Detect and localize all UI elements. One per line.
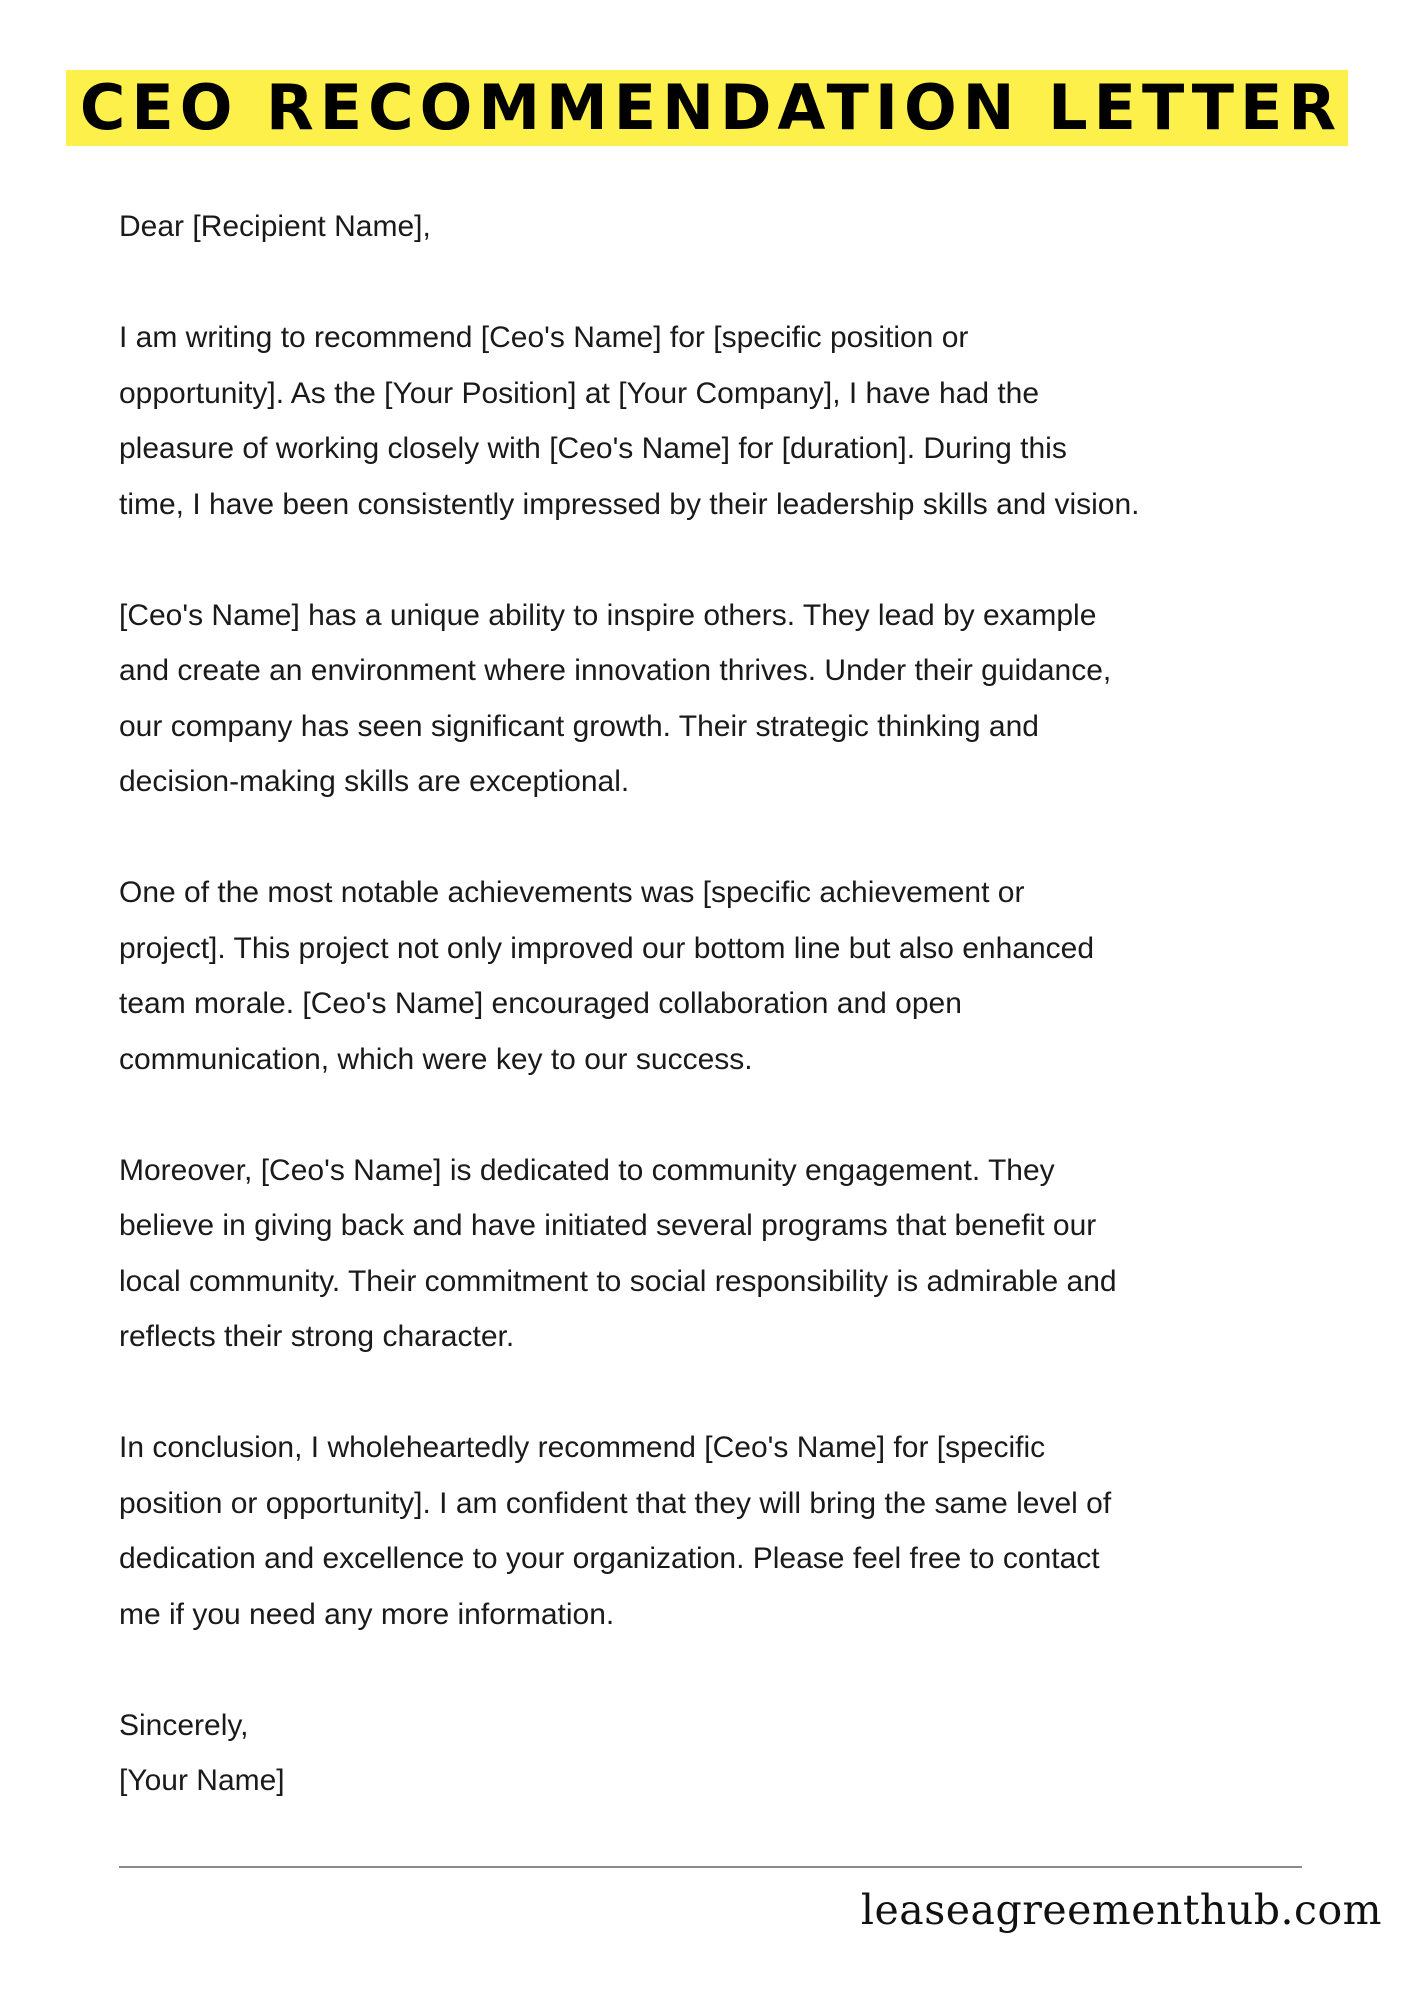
paragraph-line: I am writing to recommend [Ceo's Name] for [specific position or bbox=[119, 321, 969, 354]
paragraph-line: reflects their strong character. bbox=[119, 1320, 515, 1353]
paragraph-line: believe in giving back and have initiated several programs that benefit our bbox=[119, 1209, 1097, 1242]
paragraph-line: team morale. [Ceo's Name] encouraged collaboration and open bbox=[119, 987, 962, 1020]
document-title: CEO RECOMMENDATION LETTER bbox=[66, 70, 1348, 146]
paragraph-line: local community. Their commitment to social responsibility is admirable and bbox=[119, 1264, 1117, 1298]
paragraph-line: decision-making skills are exceptional. bbox=[119, 765, 630, 798]
salutation-line: Dear [Recipient Name], bbox=[119, 210, 431, 243]
paragraph-line: and create an environment where innovation thrives. Under their guidance, bbox=[119, 654, 1112, 687]
paragraph-2 bbox=[119, 588, 1319, 810]
letter-body bbox=[119, 199, 1319, 1809]
paragraph-4 bbox=[119, 1143, 1319, 1365]
closing: Sincerely, bbox=[119, 1708, 249, 1742]
website-logo: leaseagreementhub.com bbox=[860, 1886, 1382, 1934]
paragraph-line: [Ceo's Name] has a unique ability to inspire others. They lead by example bbox=[119, 598, 1097, 632]
paragraph-line: communication, which were key to our success. bbox=[119, 1042, 753, 1076]
paragraph-5 bbox=[119, 1420, 1319, 1642]
paragraph-line: pleasure of working closely with [Ceo's Name] for [duration]. During this bbox=[119, 432, 1067, 465]
paragraph-line: our company has seen significant growth. Their strategic thinking and bbox=[119, 709, 1039, 743]
paragraph-line: project]. This project not only improved our bottom line but also enhanced bbox=[119, 931, 1094, 965]
footer-divider bbox=[119, 1866, 1302, 1868]
salutation bbox=[119, 199, 1319, 255]
paragraph-line: me if you need any more information. bbox=[119, 1597, 615, 1631]
paragraph-line: opportunity]. As the [Your Position] at [Your Company], I have had the bbox=[119, 376, 1040, 410]
paragraph-line: Moreover, [Ceo's Name] is dedicated to community engagement. They bbox=[119, 1153, 1055, 1187]
paragraph-line: In conclusion, I wholeheartedly recommend [Ceo's Name] for [specific bbox=[119, 1431, 1046, 1464]
paragraph-line: dedication and excellence to your organization. Please feel free to contact bbox=[119, 1542, 1100, 1575]
paragraph-line: position or opportunity]. I am confident that they will bring the same level of bbox=[119, 1486, 1112, 1520]
paragraph-1 bbox=[119, 310, 1319, 532]
signature-name: [Your Name] bbox=[119, 1764, 285, 1797]
paragraph-line: One of the most notable achievements was [specific achievement or bbox=[119, 876, 1025, 909]
paragraph-3 bbox=[119, 865, 1319, 1087]
title-area bbox=[0, 70, 1414, 146]
closing-block bbox=[119, 1698, 1319, 1809]
paragraph-line: time, I have been consistently impressed by their leadership skills and vision. bbox=[119, 487, 1140, 521]
